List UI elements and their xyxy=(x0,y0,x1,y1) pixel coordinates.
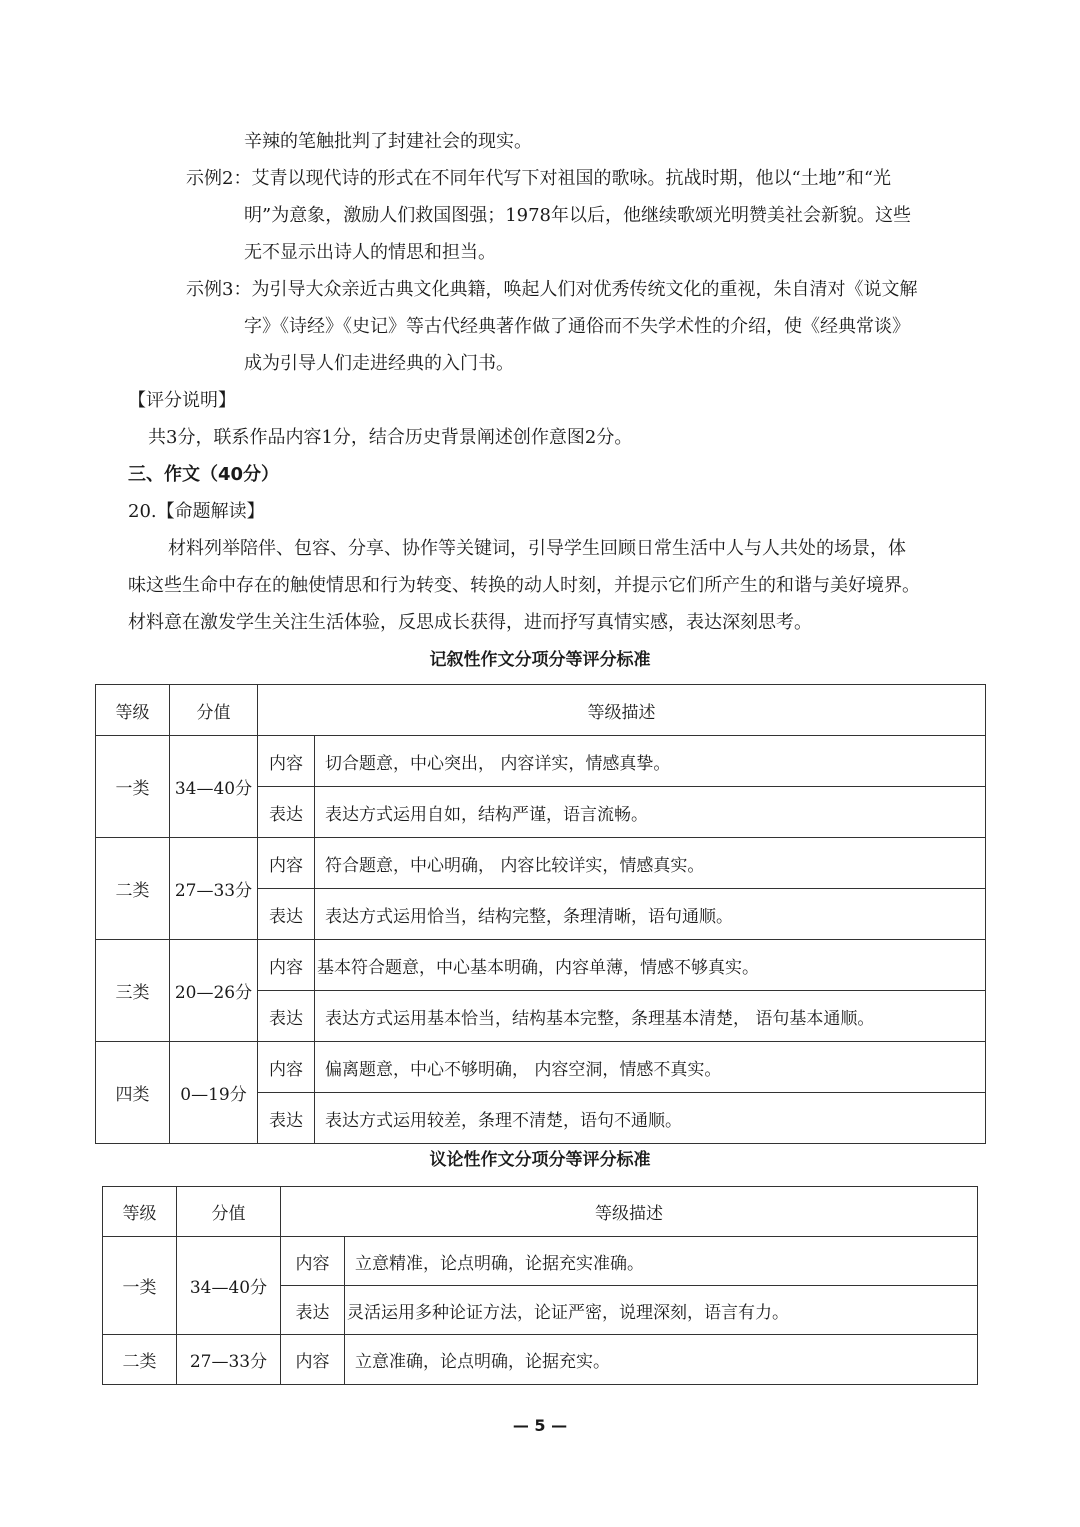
item-text: 基本符合题意，中心基本明确，内容单薄，情感不够真实。 xyxy=(315,940,986,991)
item-text: 表达方式运用基本恰当，结构基本完整，条理基本清楚， 语句基本通顺。 xyxy=(315,991,986,1042)
narrative-scoring-table xyxy=(95,684,986,1144)
score-cell: 27—33分 xyxy=(177,1335,281,1385)
scoring-text: 共3分，联系作品内容1分，结合历史背景阐述创作意图2分。 xyxy=(148,427,633,448)
grade-cell: 二类 xyxy=(96,838,170,940)
item-label: 内容 xyxy=(281,1237,345,1286)
header-score: 分值 xyxy=(177,1187,281,1237)
item-label: 内容 xyxy=(258,838,315,889)
header-grade: 等级 xyxy=(96,685,170,736)
score-cell: 27—33分 xyxy=(170,838,258,940)
table-row xyxy=(96,736,986,787)
score-cell: 34—40分 xyxy=(170,736,258,838)
item-text: 偏离题意，中心不够明确， 内容空洞，情感不真实。 xyxy=(315,1042,986,1093)
header-description: 等级描述 xyxy=(258,685,986,736)
page-number: — 5 — xyxy=(512,1416,568,1435)
item-text: 表达方式运用恰当，结构完整，条理清晰，语句通顺。 xyxy=(315,889,986,940)
item-label: 表达 xyxy=(258,787,315,838)
table2-title: 议论性作文分项分等评分标准 xyxy=(429,1150,651,1170)
example-3-line-2: 字》《诗经》《史记》等古代经典著作做了通俗而不失学术性的介绍，使《经典常谈》 xyxy=(244,316,910,337)
table-row xyxy=(96,940,986,991)
q20-paragraph-line-1: 材料列举陪伴、包容、分享、协作等关键词，引导学生回顾日常生活中人与人共处的场景，体 xyxy=(168,538,906,559)
table-header-row xyxy=(96,685,986,736)
score-cell: 20—26分 xyxy=(170,940,258,1042)
example-1-tail: 辛辣的笔触批判了封建社会的现实。 xyxy=(244,131,532,152)
example-3-line-1: 示例3：为引导大众亲近古典文化典籍，唤起人们对优秀传统文化的重视，朱自清对《说文解 xyxy=(186,279,918,300)
item-text: 立意准确，论点明确，论据充实。 xyxy=(345,1335,978,1385)
table1-title: 记叙性作文分项分等评分标准 xyxy=(429,650,651,670)
section-3-heading: 三、作文（40分） xyxy=(128,464,280,485)
q20-heading: 20.【命题解读】 xyxy=(128,501,265,522)
grade-cell: 四类 xyxy=(96,1042,170,1144)
item-label: 内容 xyxy=(258,940,315,991)
grade-cell: 二类 xyxy=(103,1335,177,1385)
grade-cell: 一类 xyxy=(96,736,170,838)
table-row xyxy=(103,1237,978,1286)
item-label: 表达 xyxy=(281,1286,345,1335)
example-2-line-3: 无不显示出诗人的情思和担当。 xyxy=(244,242,496,263)
table-row xyxy=(96,838,986,889)
example-3-line-3: 成为引导人们走进经典的入门书。 xyxy=(244,353,514,374)
score-cell: 0—19分 xyxy=(170,1042,258,1144)
item-label: 表达 xyxy=(258,1093,315,1144)
grade-cell: 三类 xyxy=(96,940,170,1042)
item-text: 表达方式运用较差，条理不清楚，语句不通顺。 xyxy=(315,1093,986,1144)
item-text: 符合题意，中心明确， 内容比较详实，情感真实。 xyxy=(315,838,986,889)
item-label: 内容 xyxy=(258,736,315,787)
item-text: 灵活运用多种论证方法，论证严密，说理深刻，语言有力。 xyxy=(345,1286,978,1335)
header-grade: 等级 xyxy=(103,1187,177,1237)
item-label: 表达 xyxy=(258,991,315,1042)
item-label: 表达 xyxy=(258,889,315,940)
example-2-line-1: 示例2：艾青以现代诗的形式在不同年代写下对祖国的歌咏。抗战时期，他以“土地”和“光 xyxy=(186,168,892,189)
scoring-heading: 【评分说明】 xyxy=(128,390,236,411)
item-label: 内容 xyxy=(281,1335,345,1385)
table-row xyxy=(103,1335,978,1385)
q20-paragraph-line-3: 材料意在激发学生关注生活体验，反思成长获得，进而抒写真情实感，表达深刻思考。 xyxy=(128,612,812,633)
score-cell: 34—40分 xyxy=(177,1237,281,1335)
q20-paragraph-line-2: 味这些生命中存在的触使情思和行为转变、转换的动人时刻，并提示它们所产生的和谐与美好境界。 xyxy=(128,575,920,596)
table-header-row xyxy=(103,1187,978,1237)
argumentative-scoring-table xyxy=(102,1186,978,1385)
item-label: 内容 xyxy=(258,1042,315,1093)
header-description: 等级描述 xyxy=(281,1187,978,1237)
item-text: 立意精准，论点明确，论据充实准确。 xyxy=(345,1237,978,1286)
table-row xyxy=(96,1042,986,1093)
example-2-line-2: 明”为意象，激励人们救国图强；1978年以后，他继续歌颂光明赞美社会新貌。这些 xyxy=(244,205,912,226)
grade-cell: 一类 xyxy=(103,1237,177,1335)
header-score: 分值 xyxy=(170,685,258,736)
item-text: 切合题意，中心突出， 内容详实，情感真挚。 xyxy=(315,736,986,787)
item-text: 表达方式运用自如，结构严谨，语言流畅。 xyxy=(315,787,986,838)
